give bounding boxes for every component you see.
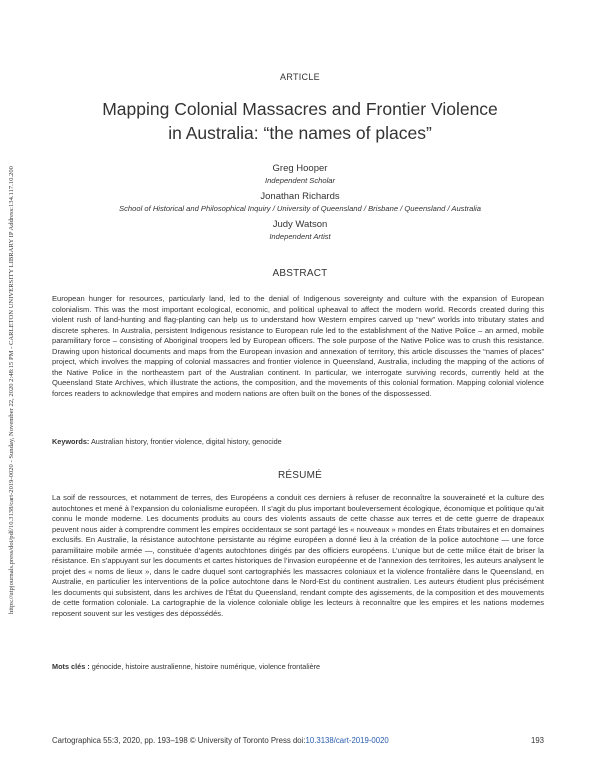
download-watermark-text: https://utpjournals.press/doi/pdf/10.3138/cart-2019-0020 - Sunday, November 22, 2020 2:48:15 PM - CARLETON UNIVERSITY LIBRARY IP Address:134.117.10.200 bbox=[8, 166, 15, 614]
page-number: 193 bbox=[530, 736, 544, 745]
article-title bbox=[60, 97, 540, 145]
article-title-line-2: in Australia: “the names of places” bbox=[168, 123, 432, 143]
resume-heading: RÉSUMÉ bbox=[278, 470, 322, 481]
abstract-heading: ABSTRACT bbox=[272, 268, 328, 279]
author-name: Judy Watson bbox=[272, 219, 328, 230]
author-name: Jonathan Richards bbox=[260, 191, 340, 202]
author-list bbox=[40, 162, 560, 246]
abstract-text: European hunger for resources, particularly land, led to the denial of Indigenous sovereignty and culture with the expansion of European colonialism. This was the most important ecological, economic, and political upheaval to affect the modern world. Records created during this violent rush of land-hunting and flag-planting can help us to understand how Western empires carved up “new” worlds into tributary states and discrete spheres. In Australia, persistent Indigenous resistance to European rule led to the establishment of the Native Police – an armed, mobile paramilitary force – consisting of Aboriginal troopers led by European officers. The sole purpose of the Native Police was to crush this resistance. Drawing upon historical documents and maps from the European invasion and annexation of territory, this article discusses the “names of places” project, which involves the mapping of colonial massacres and frontier violence in Queensland, Australia, including the mapping of the actions of the Native Police in the northeastern part of the Australian continent. In particular, we interrogate surviving records, currently held at the Queensland State Archives, which illustrate the actions, the composition, and the movements of this colonial formation. Mapping colonial violence forces readers to acknowledge that empires and modern nations are often built on the bones of the dispossessed. bbox=[52, 294, 544, 398]
author-name: Greg Hooper bbox=[272, 163, 328, 174]
resume-text: La soif de ressources, et notamment de terres, des Européens a conduit ces derniers à refuser de reconnaître la souveraineté et la culture des autochtones et mené à l’expansion du colonialisme européen. Il s’agit du plus important bouleversement écologique, économique et politique qu’ait connu le monde moderne. Les documents produits au cours des violents assauts de cette chasse aux terres et de cette guerre de drapeaux peuvent nous aider à comprendre comment les empires occidentaux se sont partagé les « nouveaux » mondes en États tributaires et en domaines exclusifs. En Australie, la résistance autochtone persistante au régime européen a donné lieu à la création de la police autochtone — une force paramilitaire mobile armée —, constituée d’agents autochtones dirigés par des officiers européens. L’unique but de cette milice était de briser la résistance. En s’appuyant sur les documents et cartes historiques de l’invasion européenne et de l’annexion des territoires, les auteurs analysent le projet des « noms de lieux », dans le cadre duquel sont cartographiés les massacres coloniaux et la violence frontalière dans le Queensland, en Australie, en particulier les interventions de la police autochtone dans le Nord-Est du continent australien. Les auteurs étudient plus précisément les documents qui subsistent, dans les archives de l’État du Queensland, rendant compte des agissements, de la composition et des mouvements de cette formation coloniale. La cartographie de la violence coloniale oblige les lecteurs à reconnaître que les empires et les nations modernes reposent souvent sur les vestiges des dépossédés. bbox=[52, 493, 544, 619]
article-title-line-1: Mapping Colonial Massacres and Frontier Violence bbox=[102, 99, 498, 119]
citation-text: Cartographica 55:3, 2020, pp. 193–198 © University of Toronto Press doi: bbox=[52, 736, 306, 745]
mots-cles-line bbox=[52, 662, 544, 671]
keywords-list: Australian history, frontier violence, digital history, genocide bbox=[90, 437, 282, 446]
author-affiliation: School of Historical and Philosophical Inquiry / University of Queensland / Brisbane / Queensland / Australia bbox=[119, 204, 481, 213]
keywords-label: Keywords: bbox=[52, 437, 90, 446]
footer-citation bbox=[52, 736, 389, 745]
mots-cles-label: Mots clés : bbox=[52, 662, 90, 671]
doi-link[interactable]: 10.3138/cart-2019-0020 bbox=[305, 736, 389, 745]
keywords-line bbox=[52, 437, 544, 446]
author-affiliation: Independent Scholar bbox=[264, 176, 336, 185]
article-type-label: ARTICLE bbox=[280, 72, 320, 82]
mots-cles-list: génocide, histoire australienne, histoire numérique, violence frontalière bbox=[91, 662, 321, 671]
download-watermark bbox=[0, 110, 16, 670]
author-affiliation: Independent Artist bbox=[269, 232, 331, 241]
